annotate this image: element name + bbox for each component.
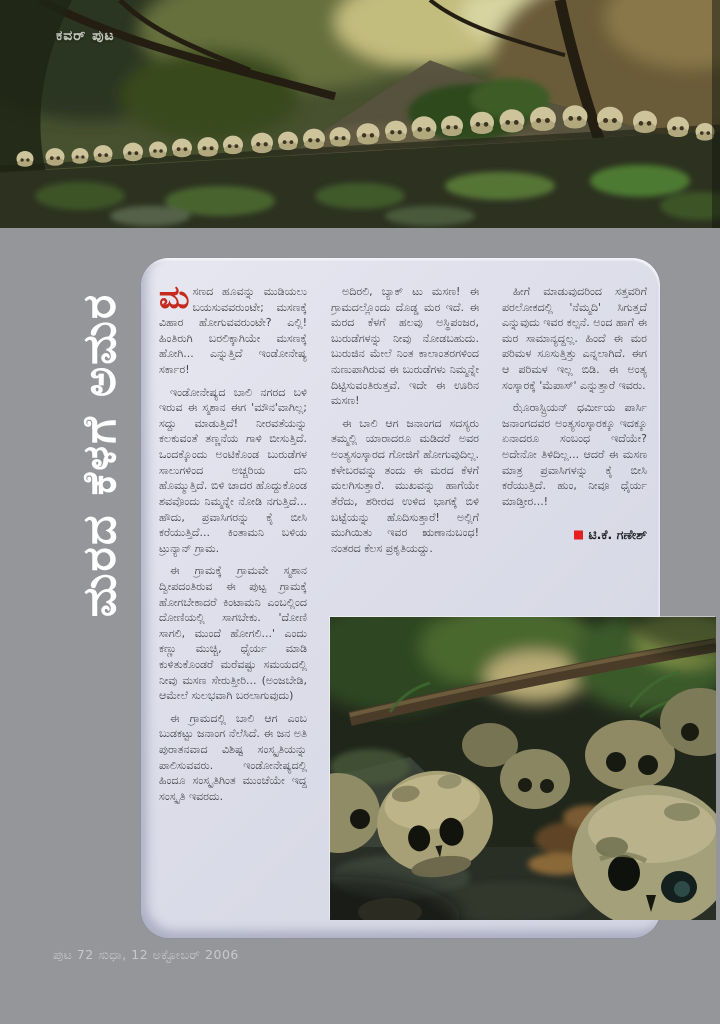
paragraph: ಝೊರಾಸ್ಟ್ರಿಯನ್ ಧರ್ಮೀಯ ಪಾರ್ಸಿ ಜನಾಂಗದವರ ಅಂತ್ಯಸಂಸ್ಕಾರಕ್ಕೂ ಇದಕ್ಕೂ ಏನಾದರೂ ಸಂಬಂಧ ಇದೆಯೇ? ಅದೇನೋ ತಿಳಿದಿಲ್ಲ... ಆದರೆ ಈ ಮಸಣ ಮಾತ್ರ ಪ್ರವಾಸಿಗಳನ್ನು ಕೈ ಬೀಸಿ ಕರೆಯುತ್ತಿದೆ. ಹುಂ, ನೀವೂ ಧೈರ್ಯ ಮಾಡ್ತೀರ...! — [502, 401, 647, 508]
paragraph: ಹೀಗೆ ಮಾಡುವುದರಿಂದ ಸತ್ತವರಿಗೆ ಪರಲೋಕದಲ್ಲಿ 'ನೆಮ್ಮದಿ' ಸಿಗುತ್ತದೆ ಎನ್ನುವುದು ಇವರ ಕಲ್ಪನೆ. ಅಂದ ಹಾಗೆ ಈ ಮರ ಸಾಮಾನ್ಯದ್ದಲ್ಲ. ಹಿಂದೆ ಈ ಮರ ಪರಿಮಳ ಸೂಸುತ್ತಿತ್ತು ಎನ್ನಲಾಗಿದೆ. ಈಗ ಆ ಪರಿಮಳ ಇಲ್ಲ ಬಿಡಿ. ಈ ಅಂತ್ಯ ಸಂಸ್ಕಾರಕ್ಕೆ 'ಮೆಪಾಸ್' ಎನ್ನುತ್ತಾರೆ ಇವರು. — [502, 285, 647, 392]
byline — [502, 526, 647, 544]
paragraph: ಈ ಗ್ರಾಮಕ್ಕೆ ಗ್ರಾಮವೇ ಸ್ಮಶಾನ ದ್ವೀಪದಂತಿರುವ ಈ ಪುಟ್ಟ ಗ್ರಾಮಕ್ಕೆ ಹೋಗಬೇಕಾದರೆ ಕಿಂಟಾಮನಿ ಎಂಬಲ್ಲಿಂದ ದೋಣಿಯಲ್ಲಿ ಸಾಗಬೇಕು. 'ದೋಣಿ ಸಾಗಲಿ, ಮುಂದೆ ಹೋಗಲಿ...' ಎಂದು ಕಣ್ಣು ಮುಚ್ಚಿ, ಧೈರ್ಯ ಮಾಡಿ ಕುಳಿತುಕೊಂಡರೆ ಮರೆವಷ್ಟು ಸಮಯದಲ್ಲಿ ನೀವು ಮಸಣ ಸೇರುತ್ತೀರಿ... (ಅಂಜಬೇಡಿ, ಆಮೇಲೆ ಸುಲಭವಾಗಿ ಬರಲಾಗುವುದು) — [159, 564, 307, 703]
watermark-label: ಕವರ್ ಪುಟ — [56, 28, 115, 44]
byline-red-square-icon — [574, 530, 583, 539]
footer-caption: ಪುಟ 72 ಸುಧಾ, 12 ಅಕ್ಟೋಬರ್ 2006 — [53, 947, 239, 962]
paragraph: ಅದಿರಲಿ, ಬ್ಯಾಕ್ ಟು ಮಸಣ! ಈ ಗ್ರಾಮದಲ್ಲೊಂದು ದೊಡ್ಡ ಮರ ಇದೆ. ಈ ಮರದ ಕೆಳಗೆ ಹಲವು ಅಸ್ಥಿಪಂಜರ, ಬುರುಡೆಗಳನ್ನು ನೀವು ನೋಡಬಹುದು. ಬುರುಜಿನ ಮೇಲೆ ನಿಂತ ಕಾಲಾಂತರಗಳಿಂದ ನುಣುಪಾಗಿರುವ ಈ ಬುರುಡೆಗಳು ನಿಮ್ಮನ್ನೇ ದಿಟ್ಟಿಸುವಂತಿರುತ್ತವೆ. ಇದೇ ಈ ಊರಿನ ಮಸಣ! — [331, 285, 479, 408]
top-photo-skull-wall — [0, 0, 720, 228]
bottom-photo-illustration — [330, 617, 716, 920]
paragraph: ಈ ಗ್ರಾಮದಲ್ಲಿ ಬಾಲಿ ಆಗ ಎಂಬ ಬುಡಕಟ್ಟು ಜನಾಂಗ ನೆಲೆಸಿದೆ. ಈ ಜನ ಅತಿ ಪುರಾತನವಾದ ವಿಶಿಷ್ಟ ಸಂಸ್ಕೃತಿಯನ್ನು ಪಾಲಿಸುವವರು. ಇಂಡೋನೇಷ್ಯದಲ್ಲಿ ಹಿಂದೂ ಸಂಸ್ಕೃತಿಗಿಂತ ಮುಂಚೆಯೇ ಇದ್ದ ಸಂಸ್ಕೃತಿ ಇವರದು. — [159, 711, 307, 803]
article-column-2 — [331, 284, 479, 608]
dropcap-letter: ಮ — [159, 284, 190, 316]
byline-author: ಟಿ.ಕೆ. ಗಣೇಶ್ — [588, 526, 647, 542]
paragraph-lead — [159, 284, 307, 378]
paragraph: ಈ ಬಾಲಿ ಆಗ ಜನಾಂಗದ ಸದಸ್ಯರು ತಮ್ಮಲ್ಲಿ ಯಾರಾದರೂ ಮಡಿದರೆ ಅವರ ಅಂತ್ಯಸಂಸ್ಕಾರದ ಗೋಜಿಗೆ ಹೋಗುವುದಿಲ್ಲ. ಕಳೇಬರವನ್ನು ತಂದು ಈ ಮರದ ಕೆಳಗೆ ಮಲಗಿಸುತ್ತಾರೆ. ಮುಖವನ್ನು ಹಾಗೆಯೇ ತೆರೆದು, ಶರೀರದ ಉಳಿದ ಭಾಗಕ್ಕೆ ಬಿಳಿ ಬಟ್ಟೆಯನ್ನು ಹೊದಿಸುತ್ತಾರೆ! ಅಲ್ಲಿಗೆ ಮುಗಿಯಿತು ಇವರ ಋಣಾನುಬಂಧ! ನಂತರದ ಕೆಲಸ ಪ್ರಕೃತಿಯದ್ದು. — [331, 416, 479, 555]
paragraph-lead-text: ಸಣದ ಹೂವನ್ನು ಮುಡಿಯಲು ಬಯಸುವವರುಂಟೇ; ಮಸಣಕ್ಕೆ ವಿಹಾರ ಹೋಗುವವರುಂಟೇ? ಎಲ್ಲಿ! ಹಿಂತಿರುಗಿ ಬರಲಿಕ್ಕಾಗಿಯೇ ಮಸಣಕ್ಕೆ ಹೋಗಿ... ಎನ್ನುತ್ತಿದೆ ಇಂಡೋನೇಷ್ಯ ಸರ್ಕಾರ! — [159, 285, 307, 377]
page-title-vertical: ಮರದ ಕೆಳಗೆ ಅಮರ — [72, 292, 126, 618]
paragraph: ಇಂಡೋನೇಷ್ಯದ ಬಾಲಿ ನಗರದ ಬಳಿ ಇರುವ ಈ ಸ್ಮಶಾನ ಈಗ 'ಮೌನ'ವಾಗಿಲ್ಲ; ಸದ್ದು ಮಾಡುತ್ತಿದೆ! ನೀರವತೆಯನ್ನು ಕಲಕುವಂತೆ ತಣ್ಣನೆಯ ಗಾಳಿ ಬೀಸುತ್ತಿದೆ. ಒಂದಕ್ಕೊಂದು ಅಂಟಿಕೊಂಡ ಬುರುಡೆಗಳ ಸಾಲುಗಳಿಂದ ಅಚ್ಚರಿಯ ದನಿ ಹೊಮ್ಮುತ್ತಿದೆ. ಬಿಳಿ ಚಾದರ ಹೊದ್ದುಕೊಂಡ ಶವವೊಂದು ನಿಮ್ಮನ್ನೇ ನೋಡಿ ನಗುತ್ತಿದೆ... ಹೌದು, ಪ್ರವಾಸಿಗರನ್ನು ಕೈ ಬೀಸಿ ಕರೆಯುತ್ತಿದೆ... ಕಿಂತಾಮನಿ ಬಳಿಯ ಟ್ರುನ್ಯಾನ್ ಗ್ರಾಮ. — [159, 385, 307, 555]
article-column-1 — [159, 284, 307, 908]
bottom-photo-skull-closeup — [330, 617, 716, 920]
article-column-3 — [502, 284, 647, 606]
